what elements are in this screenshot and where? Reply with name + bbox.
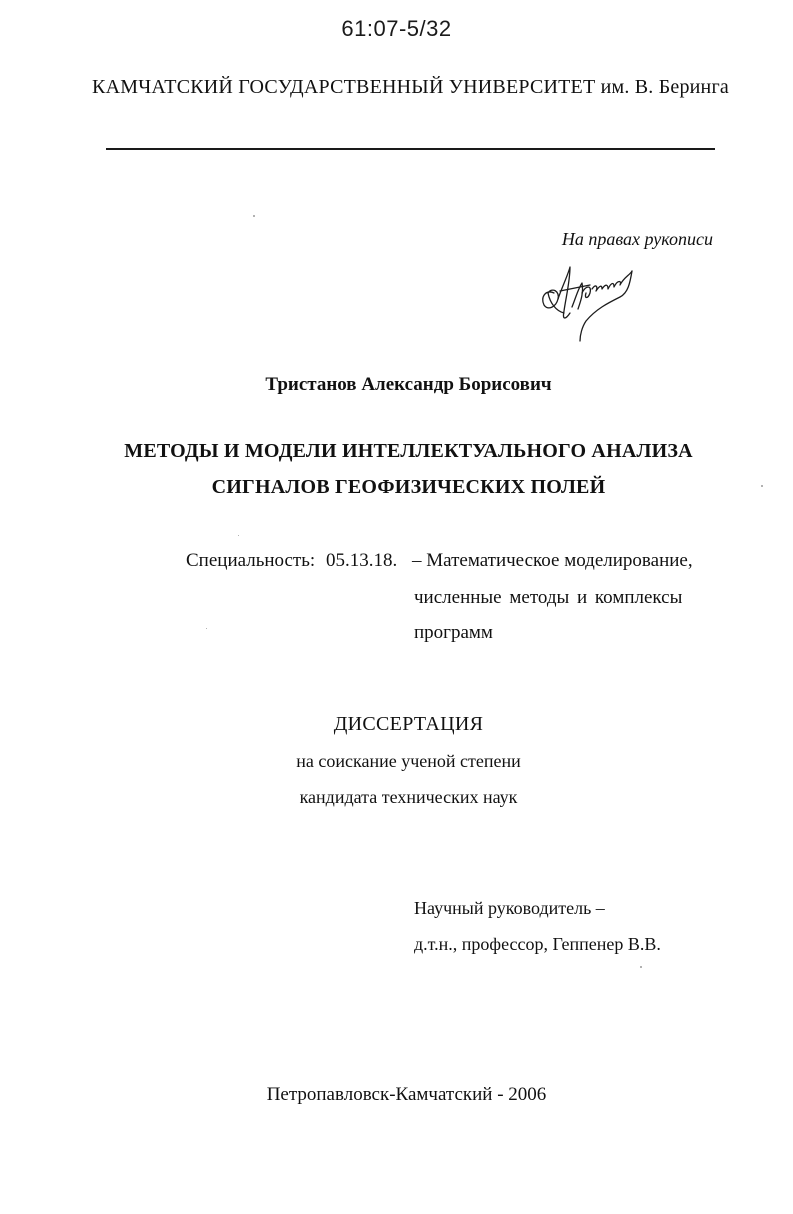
specialty-name-line-2: численные методы и комплексы: [414, 587, 683, 608]
dissertation-title-line-1: МЕТОДЫ И МОДЕЛИ ИНТЕЛЛЕКТУАЛЬНОГО АНАЛИЗА: [124, 440, 693, 462]
specialty-code: 05.13.18.: [326, 550, 398, 571]
scan-speck: [253, 215, 255, 217]
specialty-label: Специальность:: [186, 550, 316, 571]
specialty-name-line-3: программ: [414, 622, 493, 643]
author-name: Тристанов Александр Борисович: [265, 374, 552, 395]
scan-speck: [761, 485, 763, 487]
document-type: ДИССЕРТАЦИЯ: [333, 713, 484, 735]
degree-purpose-line-2: кандидата технических наук: [299, 787, 518, 807]
catalog-number: 61:07-5/32: [341, 16, 452, 41]
city-and-year: Петропавловск-Камчатский - 2006: [266, 1084, 547, 1105]
scan-speck: [640, 966, 642, 968]
manuscript-note: На правах рукописи: [561, 229, 713, 249]
dissertation-title-line-2: СИГНАЛОВ ГЕОФИЗИЧЕСКИХ ПОЛЕЙ: [211, 476, 606, 498]
specialty-name-line-1: – Математическое моделирование,: [412, 550, 693, 571]
scan-speck: [238, 535, 239, 536]
supervisor-name: д.т.н., профессор, Геппенер В.В.: [414, 934, 661, 954]
scan-speck: [206, 628, 207, 629]
signature: [536, 263, 646, 345]
degree-purpose-line-1: на соискание ученой степени: [296, 751, 521, 771]
university-name: КАМЧАТСКИЙ ГОСУДАРСТВЕННЫЙ УНИВЕРСИТЕТ им. В. Беринга: [92, 76, 729, 98]
supervisor-label: Научный руководитель –: [414, 898, 605, 918]
header-divider: [106, 148, 715, 150]
